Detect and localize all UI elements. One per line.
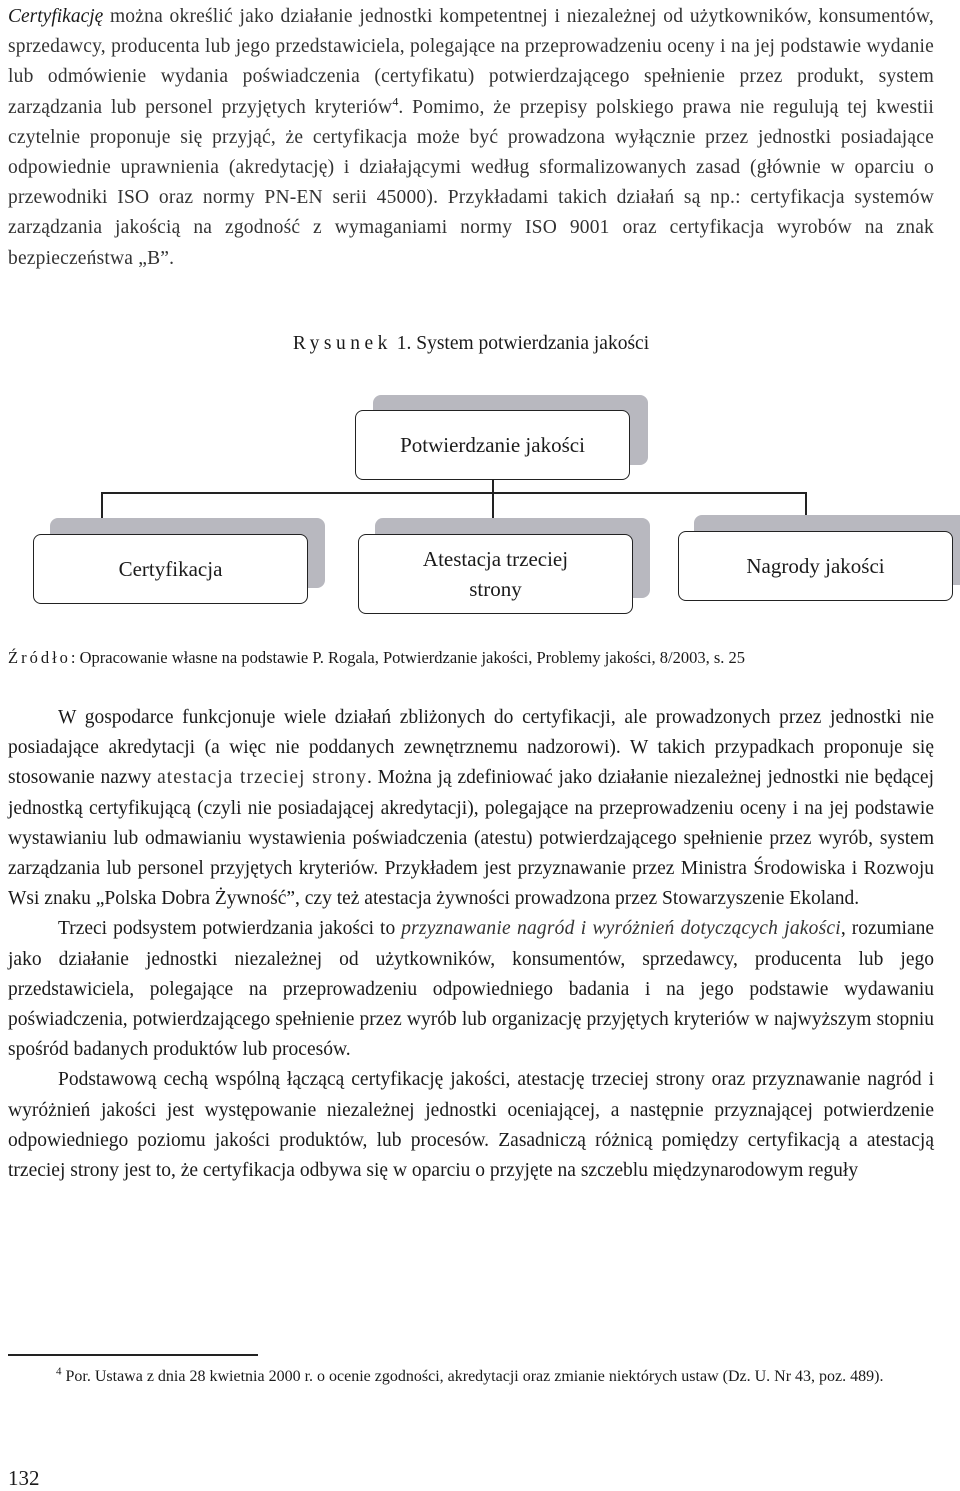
- paragraph-text: W gospodarce funkcjonuje wiele działań zbliżonych do certyfikacji, ale prowadzonych przez jednostki nie posiadające akredytacji (a więc nie poddanych zewnętrznemu nadzorowi). W takich przypadkach proponuje się stosowanie nazwy: [8, 707, 934, 789]
- box-label: Certyfikacja: [118, 557, 223, 581]
- paragraph-text: , rozumiane jako działanie jednostki niezależnej od użytkowników, konsumentów, sprzedawcy, producenta lub jego przedstawiciela, polegające na przeprowadzeniu odpowiedniego badania i na jego podstawie wydawaniu poświadczenia, potwierdzającego spełnienie przez wyrób lub organizację przyjętych kryteriów w najwyższym stopniu spośród badanych produktów lub procesów.: [8, 918, 935, 1061]
- paragraph-common-feature: [8, 1065, 934, 1186]
- box-label: Nagrody jakości: [746, 554, 885, 578]
- footnote: [8, 1364, 934, 1389]
- figure-source: [8, 648, 948, 668]
- paragraph-text: . Pomimo, że przepisy polskiego prawa nie regulują tej kwestii czytelnie proponuje się przyjąć, że certyfikacja może być prowadzona wyłącznie przez jednostki posiadające odpowiednie uprawnienia (akredytację) i działającymi według sformalizowanych zasad (głównie w oparciu o przewodniki ISO oraz normy PN-EN serii 45000). Przykładami takich działań są np.: certyfikacja systemów zarządzania jakością na zgodność z wymaganiami normy ISO 9001 oraz certyfikacja wyrobów na znak bezpieczeństwa „B”.: [8, 96, 934, 269]
- footnote-number: 4: [56, 1365, 62, 1378]
- paragraph-certification: [8, 2, 934, 274]
- paragraph-awards: [8, 914, 934, 1065]
- source-text: : Opracowanie własne na podstawie P. Rogala, Potwierdzanie jakości, Problemy jakości, 8/2003, s. 25: [70, 648, 745, 667]
- footnote-reference[interactable]: 4: [392, 94, 399, 109]
- quality-confirmation-diagram: [8, 390, 948, 630]
- box-label: Potwierdzanie jakości: [400, 433, 585, 457]
- source-label: Źródło: [8, 648, 71, 667]
- footnote-text: Por. Ustawa z dnia 28 kwietnia 2000 r. o ocenie zgodności, akredytacji oraz zmianie niektórych ustaw (Dz. U. Nr 43, poz. 489).: [61, 1368, 884, 1385]
- paragraph-text: można określić jako działanie jednostki kompetentnej i niezależnej od użytkowników, konsumentów, sprzedawcy, producenta lub jego przedstawiciela, polegające na przeprowadzeniu oceny i na jej podstawie wydanie lub odmówienie wydania poświadczenia (certyfikatu) potwierdzającego spełnienie przez produkt, system zarządzania lub personel przyjętych kryteriów: [8, 6, 934, 118]
- box-certification: [33, 534, 308, 604]
- paragraph-attestation: [8, 703, 934, 914]
- term-awards: przyznawanie nagród i wyróżnień dotyczących jakości: [401, 918, 841, 940]
- page-number: 132: [8, 1466, 40, 1490]
- box-label: Atestacja trzeciej strony: [422, 547, 569, 601]
- paragraph-text: Trzeci podsystem potwierdzania jakości to: [58, 918, 402, 940]
- connector-line: [101, 492, 806, 494]
- box-third-party-attestation: [358, 534, 633, 614]
- figure-label: Rysunek: [292, 333, 392, 354]
- term-attestation: atestacja trzeciej strony: [157, 767, 367, 789]
- paragraph-text: . Można ją zdefiniować jako działanie niezależnej jednostki nie będącej jednostką certyfikującą (czyli nie posiadającej akredytacji), polegające na przeprowadzeniu oceny i na jej podstawie wystawianiu lub odmawianiu wystawienia poświadczenia (atestu) potwierdzającego spełnienie przez wyrób, system zarządzania lub personel przyjętych kryteriów. Przykładem jest przyznawanie przez Ministra Środowiska i Rozwoju Wsi znaku „Polska Dobra Żywność”, czy też atestacja żywności prowadzona przez Stowarzyszenie Ekoland.: [8, 767, 934, 910]
- figure-title: [8, 333, 934, 355]
- box-quality-confirmation: [355, 410, 630, 480]
- paragraph-text: Podstawową cechą wspólną łączącą certyfikację jakości, atestację trzeciej strony oraz przyznawanie nagród i wyróżnień jakości jest występowanie niezależnej jednostki oceniającej, a następnie przyznającej potwierdzenie odpowiedniego poziomu jakości produktów, lub procesów. Zasadniczą różnicą pomiędzy certyfikacją a atestacją trzeciej strony jest to, że certyfikacja odbywa się w oparciu o przyjęte na szczeblu międzynarodowym reguły: [8, 1069, 934, 1182]
- box-quality-awards: [678, 531, 953, 601]
- figure-caption: 1. System potwierdzania jakości: [391, 333, 650, 354]
- footnote-separator: [8, 1354, 258, 1356]
- term-certification: Certyfikację: [8, 6, 104, 27]
- body-text: [8, 703, 934, 1186]
